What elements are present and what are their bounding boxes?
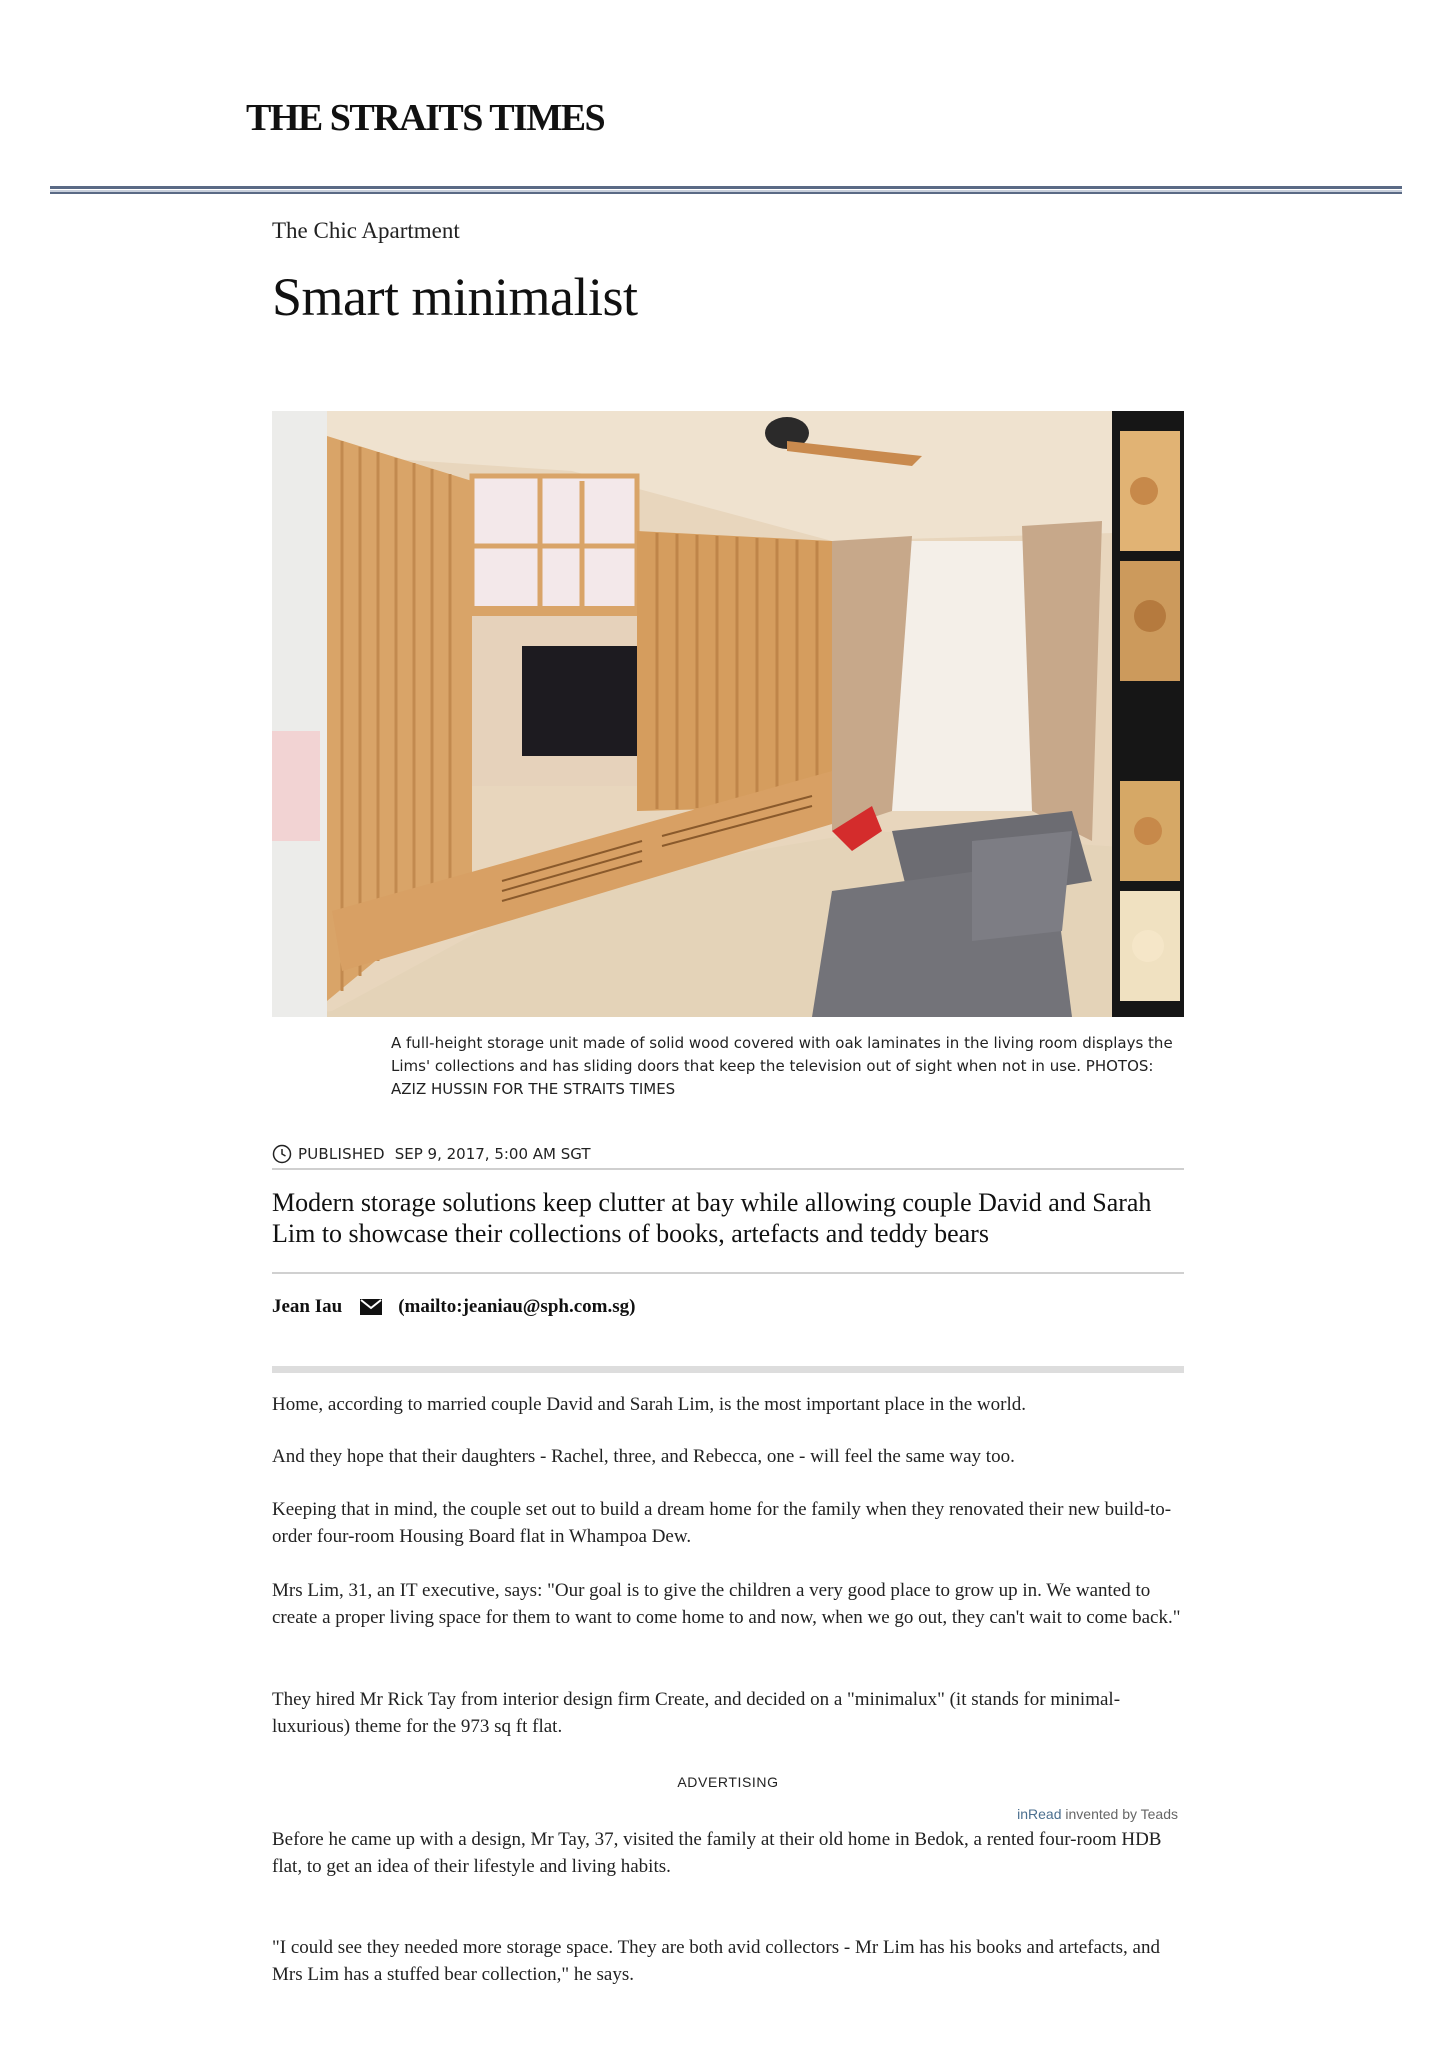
inread-text: invented by Teads	[1065, 1806, 1178, 1822]
article-photo	[272, 411, 1184, 1017]
body-paragraph: "I could see they needed more storage space. They are both avid collectors - Mr Lim has his books and artefacts, and Mrs Lim has a stuffed bear collection," he says.	[272, 1937, 1160, 1985]
photo-caption: A full-height storage unit made of solid wood covered with oak laminates in the living room displays the Lims' collections and has sliding doors that keep the television out of sight when not in use. PHOTOS: AZIZ HUSSIN FOR THE STRAITS TIMES	[391, 1034, 1173, 1098]
author-name[interactable]: Jean Iau	[272, 1296, 343, 1317]
byline	[272, 1296, 635, 1318]
body-paragraph: Keeping that in mind, the couple set out to build a dream home for the family when they renovated their new build-to-order four-room Housing Board flat in Whampoa Dew.	[272, 1499, 1172, 1547]
advertising-label: ADVERTISING	[677, 1774, 779, 1790]
body-paragraph: Mrs Lim, 31, an IT executive, says: "Our goal is to give the children a very good place to grow up in. We wanted to create a proper living space for them to want to come home to and now, when we go out, they can't wait to come back."	[272, 1580, 1181, 1628]
body-paragraph: Home, according to married couple David and Sarah Lim, is the most important place in the world.	[272, 1394, 1026, 1415]
standfirst-divider	[272, 1272, 1184, 1274]
article-headline: Smart minimalist	[272, 267, 638, 327]
mail-icon[interactable]	[360, 1299, 382, 1315]
author-email-link[interactable]: (mailto:jeaniau@sph.com.sg)	[398, 1296, 636, 1317]
published-date: SEP 9, 2017, 5:00 AM SGT	[394, 1145, 591, 1163]
living-room-illustration	[272, 411, 1184, 1017]
inread-credit[interactable]	[1017, 1806, 1178, 1822]
masthead-divider	[50, 186, 1402, 194]
masthead-logo[interactable]: THE STRAITS TIMES	[246, 97, 605, 139]
section-label[interactable]: The Chic Apartment	[272, 218, 460, 243]
article-standfirst: Modern storage solutions keep clutter at bay while allowing couple David and Sarah Lim to showcase their collections of books, artefacts and teddy bears	[272, 1188, 1152, 1248]
body-paragraph: And they hope that their daughters - Rachel, three, and Rebecca, one - will feel the same way too.	[272, 1446, 1015, 1467]
body-paragraph: They hired Mr Rick Tay from interior design firm Create, and decided on a "minimalux" (it stands for minimal-luxurious) theme for the 973 sq ft flat.	[272, 1689, 1121, 1737]
body-paragraph: Before he came up with a design, Mr Tay, 37, visited the family at their old home in Bedok, a rented four-room HDB flat, to get an idea of their lifestyle and living habits.	[272, 1829, 1162, 1877]
article-body-divider	[272, 1366, 1184, 1373]
published-line	[272, 1142, 1184, 1170]
clock-icon	[272, 1144, 292, 1164]
inread-brand[interactable]: inRead	[1017, 1806, 1062, 1822]
published-label: PUBLISHED	[298, 1145, 385, 1163]
